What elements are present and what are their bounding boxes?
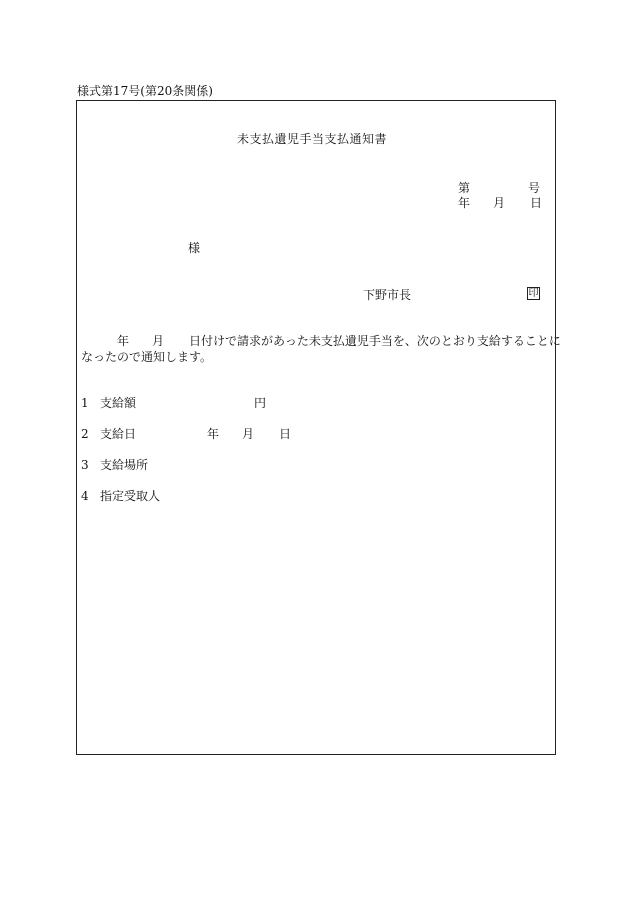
document-number-prefix: 第	[458, 181, 471, 195]
document-number-suffix: 号	[528, 181, 541, 195]
issue-date-year: 年	[458, 196, 471, 210]
addressee-honorific: 様	[188, 241, 201, 255]
issue-date-month: 月	[493, 196, 506, 210]
item-number-4: 4	[81, 489, 89, 503]
document-title: 未支払遺児手当支払通知書	[237, 132, 388, 146]
item-label-payment-amount: 支給額	[100, 396, 137, 410]
payment-date-year: 年	[207, 427, 220, 441]
item-number-1: 1	[81, 396, 89, 410]
document-frame	[76, 100, 556, 755]
item-number-2: 2	[81, 427, 89, 441]
body-text-line-1: 日付けで請求があった未支払遺児手当を、次のとおり支給することに	[189, 334, 561, 348]
item-unit-yen: 円	[254, 396, 267, 410]
item-label-designated-recipient: 指定受取人	[100, 489, 161, 503]
payment-date-day: 日	[279, 427, 292, 441]
issuer-name: 下野市長	[363, 288, 412, 302]
item-label-payment-date: 支給日	[100, 427, 137, 441]
item-number-3: 3	[81, 458, 89, 472]
item-label-payment-place: 支給場所	[100, 458, 149, 472]
seal-mark: 印	[528, 288, 539, 299]
body-date-year: 年	[117, 334, 130, 348]
body-date-month: 月	[152, 334, 165, 348]
issue-date-day: 日	[530, 196, 543, 210]
body-text-line-2: なったので通知します。	[81, 350, 213, 364]
form-number-label: 様式第17号(第20条関係)	[77, 84, 213, 98]
payment-date-month: 月	[242, 427, 255, 441]
